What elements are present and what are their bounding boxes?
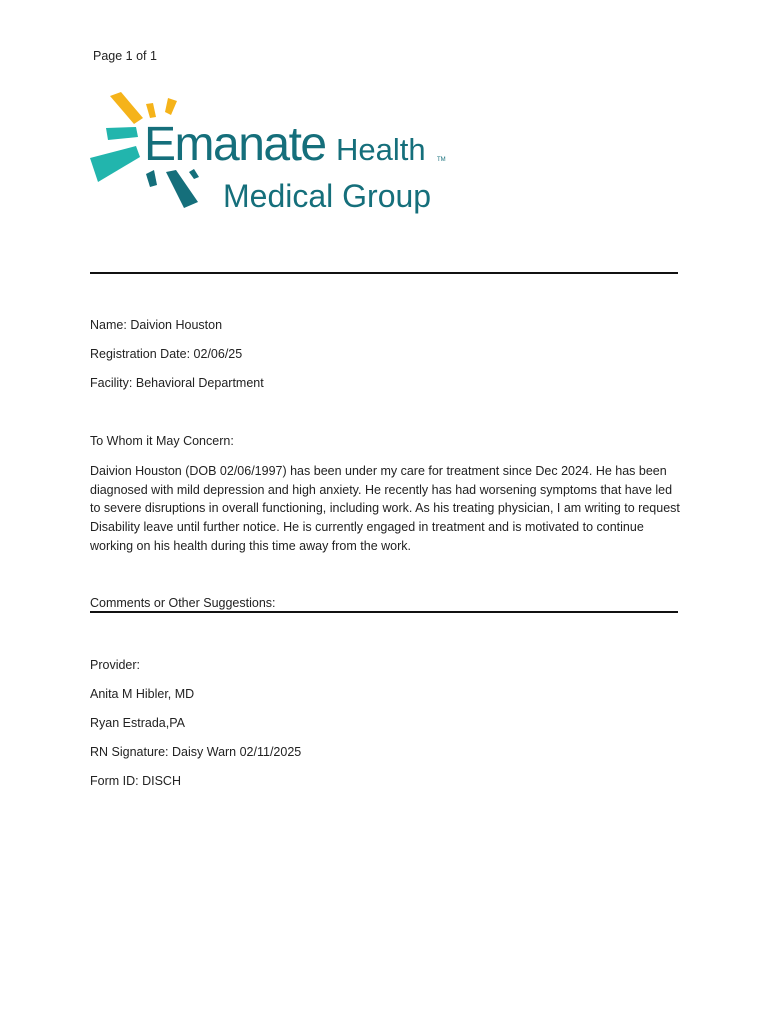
registration-date-line: [90, 346, 242, 362]
trademark: TM: [437, 157, 446, 163]
facility-label: Facility:: [90, 376, 133, 390]
emanate-health-logo: [88, 90, 458, 218]
rn-signature-label: RN Signature:: [90, 745, 169, 759]
rn-signature-value: Daisy Warn 02/11/2025: [172, 745, 302, 759]
brand-subtitle: Medical Group: [223, 178, 432, 214]
brand-secondary: Health: [336, 132, 426, 167]
comments-divider: [90, 611, 678, 613]
registration-date: 02/06/25: [193, 347, 243, 361]
provider-label: Provider:: [90, 658, 141, 672]
brand-main: Emanate: [144, 118, 326, 171]
facility-line: [90, 375, 264, 391]
registration-label: Registration Date:: [90, 347, 191, 361]
patient-name-line: [90, 317, 222, 333]
form-id-label: Form ID:: [90, 774, 139, 788]
rn-signature-line: [90, 744, 301, 760]
provider-name: Ryan Estrada,PA: [90, 716, 185, 730]
facility-value: Behavioral Department: [135, 376, 264, 390]
form-id-value: DISCH: [142, 774, 181, 788]
form-id-line: [90, 773, 181, 789]
page-number: Page 1 of 1: [93, 49, 157, 63]
salutation: To Whom it May Concern:: [90, 434, 234, 448]
letter-body: Daivion Houston (DOB 02/06/1997) has been under my care for treatment since Dec 2024. He has been diagnosed with mild depression and high anxiety. He recently has had worsening symptoms that have led to severe disruptions in overall functioning, including work. As his treating physician, I am writing to request Disability leave until further notice. He is currently engaged in treatment and is motivated to continue working on his health during this time away from the work.: [90, 464, 680, 553]
provider-name: Anita M Hibler, MD: [90, 687, 195, 701]
name-label: Name:: [90, 318, 127, 332]
patient-name: Daivion Houston: [130, 318, 223, 332]
header-divider: [90, 272, 678, 274]
comments-label: Comments or Other Suggestions:: [90, 596, 276, 610]
